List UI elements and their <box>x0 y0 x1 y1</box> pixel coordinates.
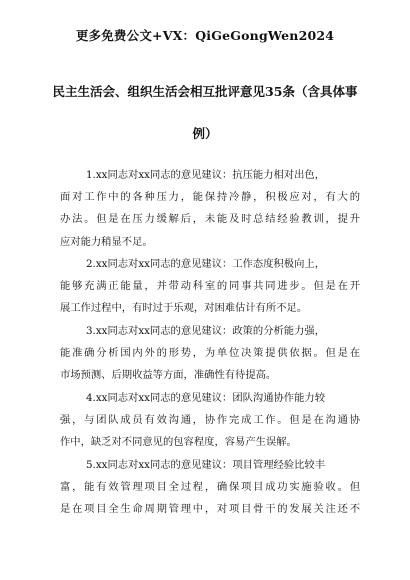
paragraph-5 <box>60 454 360 521</box>
document-title-line-2: 例） <box>192 126 218 141</box>
paragraph-3 <box>60 320 360 387</box>
paragraph-line: 面对工作中的各种压力，能保持冷静，积极应对，有大的 <box>60 191 360 204</box>
paragraph-line: 展工作过程中，有时过于乐观，对困难估计有所不足。 <box>60 302 308 315</box>
paragraph-line: 富，能有效管理项目全过程，确保项目成功实施验收。但 <box>60 481 360 494</box>
paragraph-line: 强，与团队成员有效沟通，协作完成工作。但是在沟通协 <box>60 414 360 427</box>
paragraph-line: 3.xx同志对xx同志的意见建议：政策的分析能力强， <box>86 325 325 337</box>
paragraph-line: 4.xx同志对xx同志的意见建议：团队沟通协作能力较 <box>86 392 325 404</box>
paragraph-4 <box>60 387 360 454</box>
paragraph-line: 2.xx同志对xx同志的意见建议：工作态度积极向上， <box>86 258 325 270</box>
paragraph-2 <box>60 253 360 320</box>
paragraph-line: 能够充满正能量，并带动科室的同事共同进步。但是在开 <box>60 280 360 293</box>
document-title-line-1: 民主生活会、组织生活会相互批评意见35条（含具体事 <box>52 84 358 99</box>
paragraph-line: 5.xx同志对xx同志的意见建议：项目管理经验比较丰 <box>86 459 325 471</box>
paragraph-line: 能准确分析国内外的形势，为单位决策提供依据。但是在 <box>60 347 360 360</box>
paragraph-line: 应对能力稍显不足。 <box>60 235 153 248</box>
promo-header: 更多免费公文+VX：QiGeGongWen2024 <box>75 28 335 43</box>
paragraph-line: 办法。但是在压力缓解后，未能及时总结经验教训，提升 <box>60 213 360 226</box>
paragraph-line: 市场预测、后期收益等方面，准确性有待提高。 <box>60 369 277 382</box>
paragraph-line: 1.xx同志对xx同志的意见建议：抗压能力相对出色， <box>86 169 325 181</box>
paragraph-line: 作中，缺乏对不同意见的包容程度，容易产生误解。 <box>60 436 297 449</box>
paragraph-1 <box>60 164 360 253</box>
paragraph-line: 是在项目全生命周期管理中，对项目骨干的发展关注还不 <box>60 503 360 516</box>
